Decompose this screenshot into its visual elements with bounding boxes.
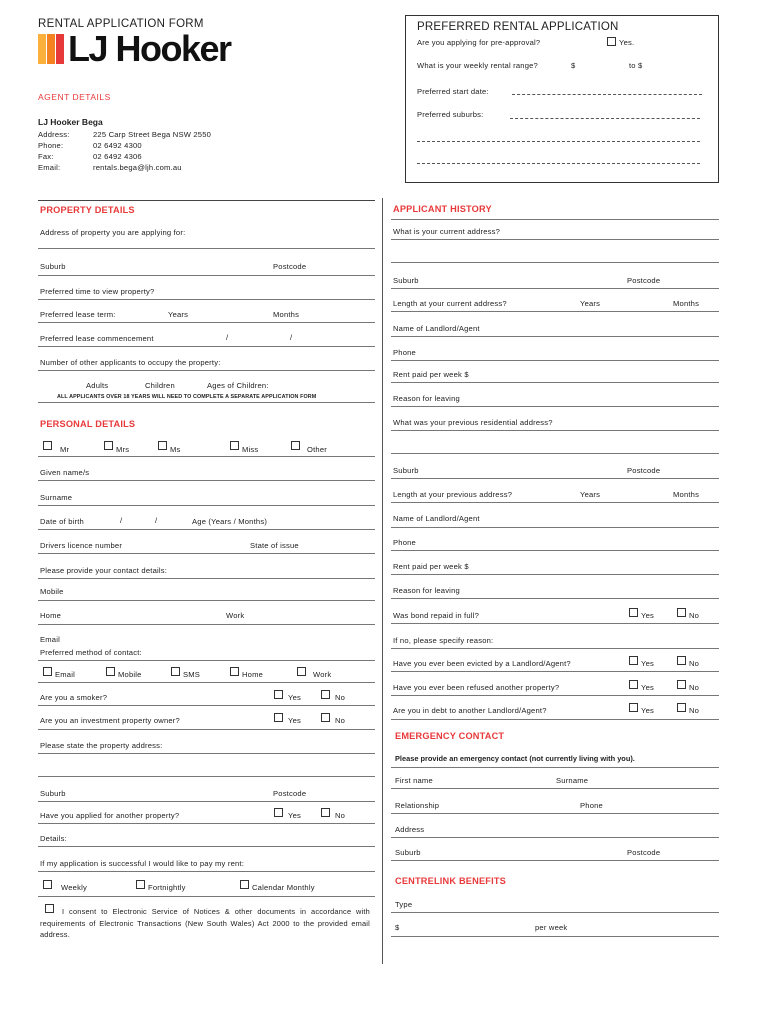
agent-phone-label: Phone:: [38, 141, 64, 150]
debt-label: Are you in debt to another Landlord/Agent?: [393, 706, 547, 715]
preapproval-question: Are you applying for pre-approval?: [417, 38, 541, 47]
centrelink-per-week-label: per week: [535, 923, 568, 932]
applied-other-no-label: No: [335, 811, 346, 820]
refused-rule: [391, 695, 719, 696]
evicted-no-label: No: [689, 659, 700, 668]
rental-range-label: What is your weekly rental range?: [417, 61, 538, 70]
agent-heading: AGENT DETAILS: [38, 92, 111, 102]
phone-input[interactable]: [38, 624, 375, 625]
phone-current-input[interactable]: [391, 360, 719, 361]
refused-label: Have you ever been refused another property?: [393, 683, 560, 692]
debt-no-label: No: [689, 706, 700, 715]
reason-previous-input[interactable]: [391, 598, 719, 599]
agent-fax-value: 02 6492 4306: [93, 152, 142, 161]
pay-weekly-checkbox[interactable]: [43, 880, 52, 889]
length-previous-years: Years: [580, 490, 601, 499]
landlord-current-input[interactable]: [391, 336, 719, 337]
evicted-label: Have you ever been evicted by a Landlord/Agent?: [393, 659, 571, 668]
emergency-surname-label: Surname: [556, 776, 589, 785]
property-address-label: Address of property you are applying for:: [40, 228, 186, 237]
lease-date-slash-2: /: [290, 333, 293, 342]
investor-yes-checkbox[interactable]: [274, 713, 283, 722]
smoker-no-checkbox[interactable]: [321, 690, 330, 699]
bond-yes-label: Yes: [641, 611, 654, 620]
preapproval-yes-label: Yes.: [619, 38, 635, 47]
title-other-label: Other: [307, 445, 327, 454]
lease-term-label: Preferred lease term:: [40, 310, 116, 319]
evicted-yes-label: Yes: [641, 659, 654, 668]
details-input[interactable]: [38, 846, 375, 847]
landlord-previous-input[interactable]: [391, 527, 719, 528]
length-previous-input[interactable]: [391, 502, 719, 503]
given-name-input[interactable]: [38, 480, 375, 481]
investor-label: Are you an investment property owner?: [40, 716, 180, 725]
bond-label: Was bond repaid in full?: [393, 611, 479, 620]
age-label: Age (Years / Months): [192, 517, 268, 526]
contact-sms-label: SMS: [183, 670, 201, 679]
contact-method-rule: [38, 682, 375, 683]
section-divider-left: [38, 200, 375, 201]
other-postcode-label: Postcode: [273, 789, 307, 798]
evicted-yes-checkbox[interactable]: [629, 656, 638, 665]
title-ms-label: Ms: [170, 445, 181, 454]
pay-monthly-checkbox[interactable]: [240, 880, 249, 889]
property-postcode-label: Postcode: [273, 262, 307, 271]
preferred-start-label: Preferred start date:: [417, 87, 489, 96]
lease-commencement-label: Preferred lease commencement: [40, 334, 154, 343]
logo-wordmark: LJ Hooker: [68, 28, 231, 69]
home-phone-label: Home: [40, 611, 62, 620]
lease-date-slash-1: /: [226, 333, 229, 342]
current-address-label: What is your current address?: [393, 227, 501, 236]
column-divider: [382, 198, 383, 964]
property-heading: PROPERTY DETAILS: [40, 205, 135, 215]
state-address-label: Please state the property address:: [40, 741, 163, 750]
dob-input[interactable]: [38, 529, 375, 530]
contact-email-label: Email: [55, 670, 75, 679]
rental-range-dollar: $: [571, 61, 576, 70]
state-issue-label: State of issue: [250, 541, 299, 550]
given-name-label: Given name/s: [40, 468, 90, 477]
emergency-prompt: Please provide an emergency contact (not currently living with you).: [395, 754, 635, 763]
email-label: Email: [40, 635, 60, 644]
lease-months-label: Months: [273, 310, 300, 319]
view-time-input[interactable]: [38, 299, 375, 300]
property-suburb-input[interactable]: [38, 275, 375, 276]
title-mr-checkbox[interactable]: [43, 441, 52, 450]
refused-no-checkbox[interactable]: [677, 680, 686, 689]
emergency-address-input[interactable]: [391, 837, 719, 838]
bond-yes-checkbox[interactable]: [629, 608, 638, 617]
agent-email-value: rentals.bega@ljh.com.au: [93, 163, 182, 172]
agent-address-value: 225 Carp Street Bega NSW 2550: [93, 130, 212, 139]
reason-previous-label: Reason for leaving: [393, 586, 460, 595]
length-current-label: Length at your current address?: [393, 299, 507, 308]
contact-work-label: Work: [313, 670, 332, 679]
state-address-input-1[interactable]: [38, 753, 375, 754]
history-heading-rule: [391, 219, 719, 220]
applied-other-rule: [38, 823, 375, 824]
evicted-rule: [391, 671, 719, 672]
centrelink-type-label: Type: [395, 900, 413, 909]
if-no-label: If no, please specify reason:: [393, 636, 494, 645]
contact-work-checkbox[interactable]: [297, 667, 306, 676]
rent-current-input[interactable]: [391, 382, 719, 383]
preferred-title: PREFERRED RENTAL APPLICATION: [417, 21, 619, 33]
emergency-name-input[interactable]: [391, 788, 719, 789]
surname-input[interactable]: [38, 505, 375, 506]
contact-sms-checkbox[interactable]: [171, 667, 180, 676]
mobile-input[interactable]: [38, 600, 375, 601]
emergency-relationship-input[interactable]: [391, 813, 719, 814]
adults-label: Adults: [86, 381, 109, 390]
over-18-notice: ALL APPLICANTS OVER 18 YEARS WILL NEED TO COMPLETE A SEPARATE APPLICATION FORM: [57, 394, 317, 400]
debt-no-checkbox[interactable]: [677, 703, 686, 712]
logo-mark: [38, 34, 46, 64]
applied-other-no-checkbox[interactable]: [321, 808, 330, 817]
title-ms-checkbox[interactable]: [158, 441, 167, 450]
smoker-yes-checkbox[interactable]: [274, 690, 283, 699]
length-current-years: Years: [580, 299, 601, 308]
previous-address-label: What was your previous residential address?: [393, 418, 553, 427]
title-mrs-checkbox[interactable]: [104, 441, 113, 450]
emergency-relationship-label: Relationship: [395, 801, 440, 810]
licence-label: Drivers licence number: [40, 541, 123, 550]
agent-address-label: Address:: [38, 130, 70, 139]
dob-slash-1: /: [120, 516, 123, 525]
pay-rent-label: If my application is successful I would like to pay my rent:: [40, 859, 245, 868]
emergency-first-name-label: First name: [395, 776, 433, 785]
pay-monthly-label: Calendar Monthly: [252, 883, 315, 892]
history-heading: APPLICANT HISTORY: [393, 204, 492, 214]
title-miss-checkbox[interactable]: [230, 441, 239, 450]
bond-no-checkbox[interactable]: [677, 608, 686, 617]
other-applicants-input[interactable]: [38, 370, 375, 371]
smoker-yes-label: Yes: [288, 693, 301, 702]
lease-term-input[interactable]: [38, 322, 375, 323]
emergency-prompt-rule: [391, 767, 719, 768]
preapproval-yes-checkbox[interactable]: [607, 37, 616, 46]
property-address-input[interactable]: [38, 248, 375, 249]
previous-postcode-label: Postcode: [627, 466, 661, 475]
contact-prompt: Please provide your contact details:: [40, 566, 168, 575]
dob-label: Date of birth: [40, 517, 84, 526]
preferred-suburbs-label: Preferred suburbs:: [417, 110, 484, 119]
refused-yes-checkbox[interactable]: [629, 680, 638, 689]
current-address-input-1[interactable]: [391, 239, 719, 240]
current-suburb-label: Suburb: [393, 276, 419, 285]
applied-other-yes-label: Yes: [288, 811, 301, 820]
landlord-current-label: Name of Landlord/Agent: [393, 324, 480, 333]
centrelink-heading: CENTRELINK BENEFITS: [395, 876, 506, 886]
emergency-postcode-label: Postcode: [627, 848, 661, 857]
emergency-suburb-input[interactable]: [391, 860, 719, 861]
form-title: RENTAL APPLICATION FORM: [38, 18, 204, 30]
agent-email-label: Email:: [38, 163, 61, 172]
notice-underline: [38, 402, 375, 403]
consent-text: I consent to Electronic Service of Notices & other documents in accordance with requirements of Electronic Transactions (New South Wales) Act 2000 to the provided email address.: [40, 907, 370, 939]
rent-current-label: Rent paid per week $: [393, 370, 469, 379]
dob-slash-2: /: [155, 516, 158, 525]
current-address-input-2[interactable]: [391, 262, 719, 263]
previous-suburb-input[interactable]: [391, 478, 719, 479]
if-no-input[interactable]: [391, 648, 719, 649]
agent-fax-label: Fax:: [38, 152, 54, 161]
evicted-no-checkbox[interactable]: [677, 656, 686, 665]
length-current-input[interactable]: [391, 311, 719, 312]
debt-yes-label: Yes: [641, 706, 654, 715]
contact-mobile-label: Mobile: [118, 670, 142, 679]
title-miss-label: Miss: [242, 445, 259, 454]
phone-previous-input[interactable]: [391, 550, 719, 551]
reason-current-label: Reason for leaving: [393, 394, 460, 403]
mobile-label: Mobile: [40, 587, 64, 596]
bond-rule: [391, 623, 719, 624]
pay-rent-rule: [38, 871, 375, 872]
refused-no-label: No: [689, 683, 700, 692]
agent-name: LJ Hooker Bega: [38, 117, 103, 127]
contact-prompt-rule: [38, 578, 375, 579]
title-row-rule: [38, 456, 375, 457]
agent-phone-value: 02 6492 4300: [93, 141, 142, 150]
emergency-suburb-label: Suburb: [395, 848, 421, 857]
lease-years-label: Years: [168, 310, 189, 319]
landlord-previous-label: Name of Landlord/Agent: [393, 514, 480, 523]
work-phone-label: Work: [226, 611, 245, 620]
pay-options-rule: [38, 896, 375, 897]
investor-no-checkbox[interactable]: [321, 713, 330, 722]
lj-hooker-logo: [38, 28, 231, 69]
reason-current-input[interactable]: [391, 406, 719, 407]
details-label: Details:: [40, 834, 67, 843]
title-mrs-label: Mrs: [116, 445, 130, 454]
property-suburb-label: Suburb: [40, 262, 66, 271]
other-suburb-label: Suburb: [40, 789, 66, 798]
lease-commencement-input[interactable]: [38, 346, 375, 347]
preferred-start-input[interactable]: [512, 94, 702, 95]
ages-children-label: Ages of Children:: [207, 381, 269, 390]
applied-other-label: Have you applied for another property?: [40, 811, 180, 820]
emergency-phone-label: Phone: [580, 801, 603, 810]
phone-previous-label: Phone: [393, 538, 416, 547]
centrelink-type-input[interactable]: [391, 912, 719, 913]
contact-email-checkbox[interactable]: [43, 667, 52, 676]
title-other-checkbox[interactable]: [291, 441, 300, 450]
pay-fortnightly-checkbox[interactable]: [136, 880, 145, 889]
other-applicants-label: Number of other applicants to occupy the property:: [40, 358, 221, 367]
centrelink-amount-input[interactable]: [391, 936, 719, 937]
smoker-no-label: No: [335, 693, 346, 702]
length-previous-months: Months: [673, 490, 700, 499]
preferred-contact-label: Preferred method of contact:: [40, 648, 142, 657]
current-postcode-label: Postcode: [627, 276, 661, 285]
preferred-suburbs-input-1[interactable]: [510, 118, 700, 119]
length-current-months: Months: [673, 299, 700, 308]
pay-fortnightly-label: Fortnightly: [148, 883, 186, 892]
preferred-suburbs-input-2[interactable]: [417, 141, 700, 142]
investor-yes-label: Yes: [288, 716, 301, 725]
pay-weekly-label: Weekly: [61, 883, 87, 892]
other-suburb-input[interactable]: [38, 801, 375, 802]
rent-previous-label: Rent paid per week $: [393, 562, 469, 571]
smoker-rule: [38, 705, 375, 706]
emergency-heading: EMERGENCY CONTACT: [395, 731, 505, 741]
phone-current-label: Phone: [393, 348, 416, 357]
preferred-suburbs-input-3[interactable]: [417, 163, 700, 164]
previous-address-input-2[interactable]: [391, 453, 719, 454]
centrelink-dollar-label: $: [395, 923, 400, 932]
investor-rule: [38, 729, 375, 730]
smoker-label: Are you a smoker?: [40, 693, 108, 702]
title-mr-label: Mr: [60, 445, 70, 454]
applied-other-yes-checkbox[interactable]: [274, 808, 283, 817]
length-previous-label: Length at your previous address?: [393, 490, 513, 499]
refused-yes-label: Yes: [641, 683, 654, 692]
licence-input[interactable]: [38, 553, 375, 554]
view-time-label: Preferred time to view property?: [40, 287, 155, 296]
personal-heading: PERSONAL DETAILS: [40, 419, 136, 429]
contact-home-label: Home: [242, 670, 264, 679]
children-label: Children: [145, 381, 175, 390]
email-input[interactable]: [38, 660, 375, 661]
debt-rule: [391, 719, 719, 720]
debt-yes-checkbox[interactable]: [629, 703, 638, 712]
emergency-address-label: Address: [395, 825, 425, 834]
previous-suburb-label: Suburb: [393, 466, 419, 475]
contact-home-checkbox[interactable]: [230, 667, 239, 676]
previous-address-input-1[interactable]: [391, 430, 719, 431]
bond-no-label: No: [689, 611, 700, 620]
rent-previous-input[interactable]: [391, 574, 719, 575]
rental-range-to: to $: [629, 61, 643, 70]
surname-label: Surname: [40, 493, 73, 502]
investor-no-label: No: [335, 716, 346, 725]
current-suburb-input[interactable]: [391, 288, 719, 289]
state-address-input-2[interactable]: [38, 776, 375, 777]
contact-mobile-checkbox[interactable]: [106, 667, 115, 676]
